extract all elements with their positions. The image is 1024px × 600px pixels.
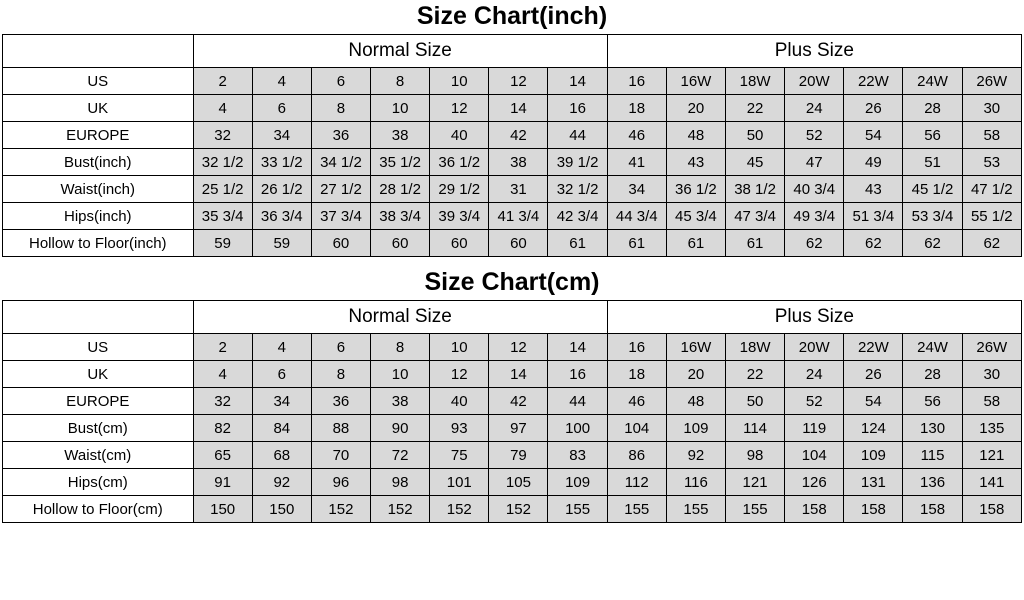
inch-table-body <box>3 35 1022 257</box>
data-cell: 65 <box>193 442 252 469</box>
data-cell: 28 <box>903 95 962 122</box>
data-cell: 126 <box>785 469 844 496</box>
data-cell: 22W <box>844 334 903 361</box>
data-cell: 53 <box>962 149 1021 176</box>
group-header-row <box>3 35 1022 68</box>
data-cell: 121 <box>725 469 784 496</box>
data-cell: 158 <box>962 496 1021 523</box>
data-cell: 72 <box>371 442 430 469</box>
data-cell: 62 <box>903 230 962 257</box>
data-cell: 4 <box>193 95 252 122</box>
data-cell: 155 <box>725 496 784 523</box>
group-header-plus-size: Plus Size <box>607 35 1021 68</box>
data-cell: 45 3/4 <box>666 203 725 230</box>
data-cell: 22W <box>844 68 903 95</box>
data-cell: 20W <box>785 334 844 361</box>
data-cell: 14 <box>548 68 607 95</box>
data-cell: 49 <box>844 149 903 176</box>
size-chart-cm-block <box>0 266 1024 523</box>
data-cell: 45 1/2 <box>903 176 962 203</box>
data-cell: 32 1/2 <box>193 149 252 176</box>
data-cell: 61 <box>666 230 725 257</box>
data-cell: 38 3/4 <box>371 203 430 230</box>
row-label: Bust(cm) <box>3 415 194 442</box>
row-label: EUROPE <box>3 388 194 415</box>
data-cell: 97 <box>489 415 548 442</box>
data-cell: 152 <box>311 496 370 523</box>
data-cell: 47 1/2 <box>962 176 1021 203</box>
data-cell: 24 <box>785 95 844 122</box>
data-cell: 88 <box>311 415 370 442</box>
data-cell: 83 <box>548 442 607 469</box>
size-chart-cm-title: Size Chart(cm) <box>424 268 600 296</box>
data-cell: 32 <box>193 388 252 415</box>
data-cell: 98 <box>725 442 784 469</box>
data-cell: 56 <box>903 122 962 149</box>
data-cell: 18 <box>607 361 666 388</box>
data-cell: 100 <box>548 415 607 442</box>
data-cell: 38 <box>371 388 430 415</box>
data-cell: 10 <box>430 334 489 361</box>
data-cell: 40 3/4 <box>785 176 844 203</box>
data-cell: 36 1/2 <box>430 149 489 176</box>
data-cell: 121 <box>962 442 1021 469</box>
row-label: UK <box>3 95 194 122</box>
data-cell: 39 1/2 <box>548 149 607 176</box>
data-cell: 34 <box>252 122 311 149</box>
data-cell: 20W <box>785 68 844 95</box>
data-cell: 56 <box>903 388 962 415</box>
data-cell: 109 <box>844 442 903 469</box>
data-cell: 91 <box>193 469 252 496</box>
data-cell: 62 <box>844 230 903 257</box>
table-row <box>3 122 1022 149</box>
data-cell: 93 <box>430 415 489 442</box>
data-cell: 36 3/4 <box>252 203 311 230</box>
cm-table-body <box>3 301 1022 523</box>
row-label: Hips(inch) <box>3 203 194 230</box>
row-label: Hips(cm) <box>3 469 194 496</box>
data-cell: 60 <box>430 230 489 257</box>
data-cell: 16 <box>607 334 666 361</box>
row-label: US <box>3 68 194 95</box>
size-chart-inch-block <box>0 0 1024 257</box>
data-cell: 59 <box>193 230 252 257</box>
data-cell: 20 <box>666 95 725 122</box>
data-cell: 26 <box>844 95 903 122</box>
data-cell: 31 <box>489 176 548 203</box>
data-cell: 34 <box>607 176 666 203</box>
data-cell: 8 <box>371 68 430 95</box>
data-cell: 155 <box>607 496 666 523</box>
data-cell: 104 <box>785 442 844 469</box>
table-row <box>3 68 1022 95</box>
data-cell: 10 <box>371 361 430 388</box>
data-cell: 42 <box>489 388 548 415</box>
data-cell: 4 <box>252 68 311 95</box>
data-cell: 16W <box>666 68 725 95</box>
data-cell: 35 1/2 <box>371 149 430 176</box>
data-cell: 14 <box>489 361 548 388</box>
row-label: US <box>3 334 194 361</box>
data-cell: 12 <box>489 334 548 361</box>
data-cell: 38 <box>371 122 430 149</box>
data-cell: 26 1/2 <box>252 176 311 203</box>
data-cell: 135 <box>962 415 1021 442</box>
data-cell: 36 <box>311 122 370 149</box>
data-cell: 130 <box>903 415 962 442</box>
data-cell: 119 <box>785 415 844 442</box>
data-cell: 48 <box>666 122 725 149</box>
group-header-plus-size: Plus Size <box>607 301 1021 334</box>
data-cell: 82 <box>193 415 252 442</box>
data-cell: 68 <box>252 442 311 469</box>
data-cell: 104 <box>607 415 666 442</box>
data-cell: 27 1/2 <box>311 176 370 203</box>
data-cell: 2 <box>193 334 252 361</box>
data-cell: 38 1/2 <box>725 176 784 203</box>
data-cell: 60 <box>311 230 370 257</box>
data-cell: 70 <box>311 442 370 469</box>
size-chart-cm-table <box>2 300 1022 523</box>
data-cell: 6 <box>311 334 370 361</box>
data-cell: 52 <box>785 122 844 149</box>
data-cell: 37 3/4 <box>311 203 370 230</box>
data-cell: 55 1/2 <box>962 203 1021 230</box>
table-row <box>3 95 1022 122</box>
data-cell: 54 <box>844 388 903 415</box>
table-row <box>3 203 1022 230</box>
data-cell: 45 <box>725 149 784 176</box>
data-cell: 152 <box>489 496 548 523</box>
data-cell: 40 <box>430 122 489 149</box>
data-cell: 61 <box>607 230 666 257</box>
data-cell: 54 <box>844 122 903 149</box>
data-cell: 6 <box>252 95 311 122</box>
data-cell: 115 <box>903 442 962 469</box>
data-cell: 116 <box>666 469 725 496</box>
data-cell: 141 <box>962 469 1021 496</box>
data-cell: 155 <box>548 496 607 523</box>
data-cell: 4 <box>252 334 311 361</box>
data-cell: 16 <box>607 68 666 95</box>
data-cell: 35 3/4 <box>193 203 252 230</box>
data-cell: 50 <box>725 388 784 415</box>
data-cell: 10 <box>371 95 430 122</box>
data-cell: 158 <box>785 496 844 523</box>
data-cell: 98 <box>371 469 430 496</box>
data-cell: 26W <box>962 334 1021 361</box>
data-cell: 86 <box>607 442 666 469</box>
group-header-normal-size: Normal Size <box>193 35 607 68</box>
data-cell: 39 3/4 <box>430 203 489 230</box>
data-cell: 152 <box>371 496 430 523</box>
row-label: Waist(inch) <box>3 176 194 203</box>
row-label: UK <box>3 361 194 388</box>
data-cell: 26W <box>962 68 1021 95</box>
data-cell: 24 <box>785 361 844 388</box>
table-row <box>3 388 1022 415</box>
group-header-normal-size: Normal Size <box>193 301 607 334</box>
data-cell: 36 1/2 <box>666 176 725 203</box>
data-cell: 25 1/2 <box>193 176 252 203</box>
data-cell: 18W <box>725 68 784 95</box>
size-chart-inch-title: Size Chart(inch) <box>416 2 608 30</box>
data-cell: 14 <box>489 95 548 122</box>
data-cell: 152 <box>430 496 489 523</box>
row-label: Hollow to Floor(inch) <box>3 230 194 257</box>
data-cell: 61 <box>548 230 607 257</box>
data-cell: 12 <box>489 68 548 95</box>
data-cell: 42 <box>489 122 548 149</box>
data-cell: 20 <box>666 361 725 388</box>
data-cell: 18W <box>725 334 784 361</box>
data-cell: 30 <box>962 95 1021 122</box>
table-row <box>3 496 1022 523</box>
data-cell: 22 <box>725 361 784 388</box>
data-cell: 109 <box>548 469 607 496</box>
data-cell: 44 <box>548 388 607 415</box>
data-cell: 124 <box>844 415 903 442</box>
data-cell: 96 <box>311 469 370 496</box>
data-cell: 46 <box>607 388 666 415</box>
table-row <box>3 469 1022 496</box>
data-cell: 33 1/2 <box>252 149 311 176</box>
data-cell: 30 <box>962 361 1021 388</box>
data-cell: 26 <box>844 361 903 388</box>
data-cell: 53 3/4 <box>903 203 962 230</box>
data-cell: 43 <box>666 149 725 176</box>
data-cell: 48 <box>666 388 725 415</box>
data-cell: 2 <box>193 68 252 95</box>
row-label: Bust(inch) <box>3 149 194 176</box>
table-row <box>3 415 1022 442</box>
data-cell: 34 <box>252 388 311 415</box>
data-cell: 60 <box>489 230 548 257</box>
table-corner-cell <box>3 35 194 68</box>
data-cell: 12 <box>430 361 489 388</box>
data-cell: 38 <box>489 149 548 176</box>
data-cell: 24W <box>903 334 962 361</box>
data-cell: 28 1/2 <box>371 176 430 203</box>
data-cell: 51 3/4 <box>844 203 903 230</box>
data-cell: 42 3/4 <box>548 203 607 230</box>
data-cell: 8 <box>311 361 370 388</box>
data-cell: 43 <box>844 176 903 203</box>
data-cell: 6 <box>311 68 370 95</box>
table-row <box>3 176 1022 203</box>
data-cell: 62 <box>962 230 1021 257</box>
data-cell: 84 <box>252 415 311 442</box>
data-cell: 29 1/2 <box>430 176 489 203</box>
data-cell: 10 <box>430 68 489 95</box>
data-cell: 44 3/4 <box>607 203 666 230</box>
data-cell: 47 <box>785 149 844 176</box>
data-cell: 14 <box>548 334 607 361</box>
data-cell: 58 <box>962 388 1021 415</box>
data-cell: 12 <box>430 95 489 122</box>
data-cell: 114 <box>725 415 784 442</box>
data-cell: 61 <box>725 230 784 257</box>
data-cell: 101 <box>430 469 489 496</box>
data-cell: 109 <box>666 415 725 442</box>
data-cell: 8 <box>311 95 370 122</box>
data-cell: 59 <box>252 230 311 257</box>
data-cell: 16 <box>548 361 607 388</box>
data-cell: 36 <box>311 388 370 415</box>
data-cell: 16W <box>666 334 725 361</box>
data-cell: 60 <box>371 230 430 257</box>
table-row <box>3 334 1022 361</box>
data-cell: 131 <box>844 469 903 496</box>
data-cell: 32 <box>193 122 252 149</box>
data-cell: 79 <box>489 442 548 469</box>
data-cell: 158 <box>903 496 962 523</box>
table-row <box>3 442 1022 469</box>
data-cell: 158 <box>844 496 903 523</box>
data-cell: 40 <box>430 388 489 415</box>
data-cell: 22 <box>725 95 784 122</box>
group-header-row <box>3 301 1022 334</box>
data-cell: 155 <box>666 496 725 523</box>
data-cell: 105 <box>489 469 548 496</box>
row-label: EUROPE <box>3 122 194 149</box>
data-cell: 18 <box>607 95 666 122</box>
size-chart-inch-table <box>2 34 1022 257</box>
data-cell: 62 <box>785 230 844 257</box>
table-row <box>3 149 1022 176</box>
data-cell: 58 <box>962 122 1021 149</box>
data-cell: 75 <box>430 442 489 469</box>
data-cell: 92 <box>666 442 725 469</box>
data-cell: 46 <box>607 122 666 149</box>
data-cell: 112 <box>607 469 666 496</box>
data-cell: 44 <box>548 122 607 149</box>
data-cell: 51 <box>903 149 962 176</box>
data-cell: 50 <box>725 122 784 149</box>
data-cell: 41 3/4 <box>489 203 548 230</box>
data-cell: 49 3/4 <box>785 203 844 230</box>
data-cell: 136 <box>903 469 962 496</box>
data-cell: 90 <box>371 415 430 442</box>
data-cell: 32 1/2 <box>548 176 607 203</box>
data-cell: 47 3/4 <box>725 203 784 230</box>
table-corner-cell <box>3 301 194 334</box>
data-cell: 6 <box>252 361 311 388</box>
data-cell: 41 <box>607 149 666 176</box>
section-divider <box>0 257 1024 266</box>
data-cell: 52 <box>785 388 844 415</box>
data-cell: 150 <box>252 496 311 523</box>
row-label: Hollow to Floor(cm) <box>3 496 194 523</box>
table-row <box>3 230 1022 257</box>
data-cell: 150 <box>193 496 252 523</box>
data-cell: 92 <box>252 469 311 496</box>
table-row <box>3 361 1022 388</box>
data-cell: 24W <box>903 68 962 95</box>
data-cell: 8 <box>371 334 430 361</box>
row-label: Waist(cm) <box>3 442 194 469</box>
data-cell: 34 1/2 <box>311 149 370 176</box>
data-cell: 16 <box>548 95 607 122</box>
data-cell: 28 <box>903 361 962 388</box>
data-cell: 4 <box>193 361 252 388</box>
